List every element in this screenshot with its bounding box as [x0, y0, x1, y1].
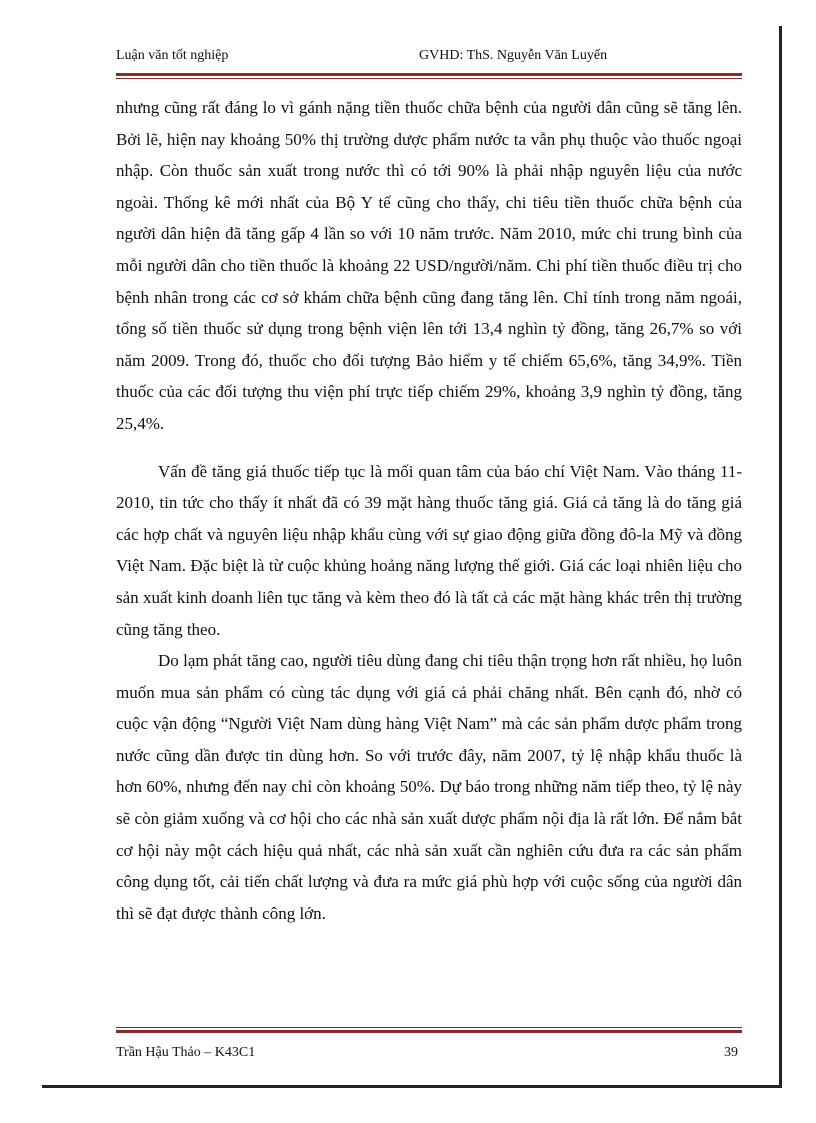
header-advisor: GVHD: ThS. Nguyễn Văn Luyến: [419, 48, 608, 63]
footer-rule: [116, 1027, 742, 1033]
header-rule: [116, 73, 742, 79]
body-paragraph: Do lạm phát tăng cao, người tiêu dùng đang chi tiêu thận trọng hơn rất nhiều, họ luôn muốn mua sản phẩm có cùng tác dụng với giá cả phải chăng nhất. Bên cạnh đó, nhờ có cuộc vận động “Người Việt Nam dùng hàng Việt Nam” mà các sản phẩm dược phẩm trong nước cũng dần được tin dùng hơn. So với trước đây, năm 2007, tỷ lệ nhập khẩu thuốc là hơn 60%, nhưng đến nay chỉ còn khoảng 50%. Dự báo trong những năm tiếp theo, tỷ lệ này sẽ còn giảm xuống và cơ hội cho các nhà sản xuất dược phẩm nội địa là rất lớn. Để nắm bắt cơ hội này một cách hiệu quả nhất, các nhà sản xuất cần nghiên cứu đưa ra các sản phẩm công dụng tốt, cải tiến chất lượng và đưa ra mức giá phù hợp với cuộc sống của người dân thì sẽ đạt được thành công lớn.: [116, 651, 742, 923]
page-number: 39: [724, 1045, 738, 1060]
footer-author: Trần Hậu Thảo – K43C1: [116, 1045, 256, 1060]
body-paragraph: nhưng cũng rất đáng lo vì gánh nặng tiền thuốc chữa bệnh của người dân cũng sẽ tăng lên. Bởi lẽ, hiện nay khoảng 50% thị trường dược phẩm nước ta vẫn phụ thuộc vào thuốc ngoại nhập. Còn thuốc sản xuất trong nước thì có tới 90% là phải nhập nguyên liệu của nước ngoài. Thống kê mới nhất của Bộ Y tế cũng cho thấy, chi tiêu tiền thuốc chữa bệnh của người dân hiện đã tăng gấp 4 lần so với 10 năm trước. Năm 2010, mức chi trung bình của mỗi người dân cho tiền thuốc là khoảng 22 USD/người/năm. Chi phí tiền thuốc điều trị cho bệnh nhân trong các cơ sở khám chữa bệnh cũng đang tăng lên. Chỉ tính trong năm ngoái, tổng số tiền thuốc sử dụng trong bệnh viện lên tới 13,4 nghìn tỷ đồng, tăng 26,7% so với năm 2009. Trong đó, thuốc cho đối tượng Bảo hiểm y tế chiếm 65,6%, tăng 34,9%. Tiền thuốc của các đối tượng thu viện phí trực tiếp chiếm 29%, khoảng 3,9 nghìn tỷ đồng, tăng 25,4%.: [116, 98, 742, 433]
page-footer: [116, 1045, 742, 1067]
document-body: [116, 92, 742, 929]
page-header: [116, 48, 742, 70]
header-thesis-label: Luận văn tốt nghiệp: [116, 48, 229, 63]
body-paragraph: Vấn đề tăng giá thuốc tiếp tục là mối quan tâm của báo chí Việt Nam. Vào tháng 11-2010, tin tức cho thấy ít nhất đã có 39 mặt hàng thuốc tăng giá. Giá cả tăng là do tăng giá các hợp chất và nguyên liệu nhập khẩu cùng với sự giao động giữa đồng đô-la Mỹ và đồng Việt Nam. Đặc biệt là từ cuộc khủng hoảng năng lượng thế giới. Giá các loại nhiên liệu cho sản xuất kinh doanh liên tục tăng và kèm theo đó là tất cả các mặt hàng khác trên thị trường cũng tăng theo.: [116, 461, 742, 639]
